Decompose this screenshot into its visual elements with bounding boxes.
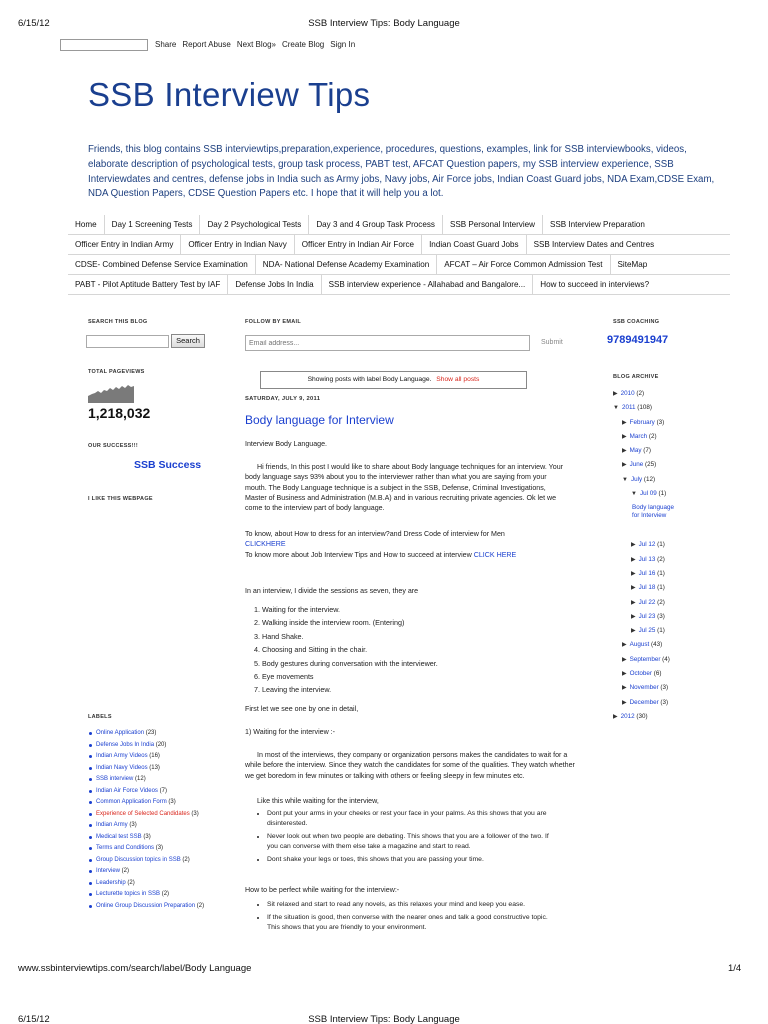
label-item	[88, 833, 218, 841]
next-page-title: SSB Interview Tips: Body Language	[308, 1014, 460, 1024]
collapsed-triangle-icon[interactable]: ▶	[631, 599, 636, 606]
navbar-link[interactable]: Share	[155, 40, 177, 49]
archive-link[interactable]: Jul 09	[639, 490, 657, 498]
label-count: (13)	[147, 764, 160, 771]
label-link[interactable]: Online Application	[96, 730, 145, 736]
label-link[interactable]: Indian Navy Videos	[96, 764, 148, 771]
search-button[interactable]: Search	[171, 334, 205, 348]
label-link[interactable]: Indian Air Force Videos	[96, 787, 158, 794]
nav-tab[interactable]: Day 2 Psychological Tests	[200, 215, 309, 235]
bullet-item: • Sit relaxed and start to read any novels, as this relaxes your mind and keep you ease.	[267, 900, 561, 910]
post-paragraph-1: Hi friends, In this post I would like to share about Body language techniques for an interview. Your body language says 93% about you to the interviewer rather than what you are saying from your mouth. The Body Language technique is a subject in the SSB, Defense, Criminal Investigations, Master of Business and Administration (M.B.A) and in various recruiting private agencies. Ok let we come to the interview part of body language.	[245, 463, 564, 513]
bullet-item: • Dont put your arms in your cheeks or rest your face in your palms. As this shows that you are disinterested.	[267, 809, 561, 829]
archive-link[interactable]: Jul 18	[638, 584, 656, 592]
archive-count: (108)	[635, 404, 652, 412]
blog-description: Friends, this blog contains SSB interviewtips,preparation,experience, procedures, questions, examples, link for SSB interviewbooks, videos, elaborate description of psychological tests, group task process, PABT test, AFCAT Question papers, my SSB interview experience, SSB Interviewdates and centres, defense jobs in India such as Army jobs, Navy jobs, Air Force jobs, Indian Coast Guard jobs, NDA Exam,CDSE Exam, NDA Question Papers, CDSE Question Papers etc. I hope that it will help you a lot.	[88, 144, 715, 200]
archive-link[interactable]: February	[629, 418, 655, 426]
label-count: (2)	[180, 856, 190, 863]
step-item: 2. Walking inside the interview room. (Entering)	[262, 616, 565, 629]
tabs-row-3	[68, 255, 730, 275]
nav-tab[interactable]: SSB Interview Dates and Centres	[533, 239, 655, 249]
label-item	[88, 867, 218, 875]
label-count: (3)	[141, 833, 151, 840]
nav-tab[interactable]: AFCAT – Air Force Common Admission Test	[437, 255, 610, 275]
archive-count: (3)	[658, 684, 669, 692]
archive-row	[613, 387, 733, 401]
print-footer-url: www.ssbinterviewtips.com/search/label/Body Language	[18, 963, 252, 974]
label-link[interactable]: Online Group Discussion Preparation	[96, 902, 196, 909]
archive-link[interactable]: Body language for Interview	[632, 504, 675, 520]
archive-link[interactable]: Jul 23	[638, 612, 656, 620]
collapsed-triangle-icon[interactable]: ▶	[631, 628, 636, 635]
post-paragraph-7: How to be perfect while waiting for the interview:-	[245, 886, 400, 894]
navbar-link[interactable]: Next Blog»	[236, 40, 276, 49]
archive-count: (43)	[649, 641, 663, 649]
interview-steps-list	[245, 603, 565, 697]
archive-count: (2)	[647, 432, 657, 440]
archive-row	[613, 504, 683, 520]
nav-tab[interactable]: SSB Interview Preparation	[549, 219, 645, 229]
label-count: (3)	[127, 822, 137, 828]
collapsed-triangle-icon[interactable]: ▶	[631, 613, 636, 620]
ssb-success-link[interactable]: SSB Success	[134, 459, 202, 471]
collapsed-triangle-icon[interactable]: ▶	[622, 448, 627, 455]
archive-row	[613, 653, 733, 667]
nav-tab[interactable]: Officer Entry in Indian Army	[68, 235, 181, 255]
archive-title: BLOG ARCHIVE	[613, 374, 659, 380]
step-item: 5. Body gestures during conversation with the interviewer.	[262, 657, 565, 670]
expanded-triangle-icon[interactable]: ▼	[622, 476, 628, 483]
archive-count: (7)	[641, 447, 651, 455]
archive-count: (3)	[654, 418, 665, 426]
expanded-triangle-icon[interactable]: ▼	[613, 405, 619, 412]
archive-count: (1)	[655, 541, 665, 549]
label-link[interactable]: Group Discussion topics in SSB	[96, 856, 181, 863]
navbar-links	[155, 40, 361, 49]
archive-count: (4)	[660, 655, 670, 663]
label-count: (16)	[147, 753, 160, 759]
blog-search-input[interactable]	[86, 335, 169, 348]
archive-count: (2)	[655, 555, 665, 563]
collapsed-triangle-icon[interactable]: ▶	[622, 419, 627, 426]
post-intro: Interview Body Language.	[245, 440, 328, 448]
archive-link[interactable]: 2012	[620, 712, 635, 720]
archive-row	[613, 710, 733, 724]
coaching-phone: 9789491947	[607, 334, 669, 346]
bullet-item: • Dont shake your legs or toes, this shows that you are passing your time.	[267, 855, 561, 865]
archive-link[interactable]: September	[629, 655, 661, 663]
blog-archive-tree	[613, 387, 733, 724]
archive-count: (1)	[655, 569, 665, 577]
archive-link[interactable]: October	[629, 670, 653, 678]
archive-link[interactable]: December	[629, 698, 659, 706]
label-item	[88, 764, 218, 772]
step-item: 6. Eye movements	[262, 670, 565, 683]
label-count: (23)	[144, 730, 157, 736]
label-link[interactable]: Terms and Conditions	[96, 845, 155, 851]
archive-link[interactable]: June	[629, 461, 644, 469]
label-count: (20)	[154, 741, 167, 748]
label-notice-text: Showing posts with label Body Language.	[307, 376, 432, 383]
archive-row	[613, 567, 733, 581]
label-item	[88, 787, 218, 795]
archive-row	[613, 638, 733, 652]
archive-row	[613, 681, 733, 695]
archive-count: (1)	[655, 584, 665, 592]
print-title: SSB Interview Tips: Body Language	[308, 18, 460, 29]
collapsed-triangle-icon[interactable]: ▶	[613, 713, 618, 720]
archive-count: (25)	[643, 461, 657, 469]
labels-list	[88, 729, 218, 913]
label-count: (3)	[166, 799, 176, 805]
like-title: I LIKE THIS WEBPAGE	[88, 496, 153, 502]
print-footer-page: 1/4	[728, 963, 742, 974]
label-count: (2)	[125, 879, 135, 886]
expanded-triangle-icon[interactable]: ▼	[631, 491, 637, 498]
nav-tab[interactable]: How to succeed in interviews?	[540, 279, 650, 289]
label-count: (2)	[160, 891, 170, 897]
dress-code-text: To know, about How to dress for an interview?and Dress Code of interview for Men	[245, 530, 505, 538]
bullet-item: • Never look out when two people are debating. This shows that you are a follower of the two. If you can converse with them else take a magazine and start to read.	[267, 832, 561, 852]
search-section-title: SEARCH THIS BLOG	[88, 319, 148, 325]
tabs-row-2	[68, 235, 730, 255]
label-link[interactable]: Interview	[96, 868, 121, 874]
nav-tab[interactable]: Day 3 and 4 Group Task Process	[309, 215, 443, 235]
label-link[interactable]: Medical test SSB	[96, 833, 142, 840]
collapsed-triangle-icon[interactable]: ▶	[622, 433, 627, 440]
archive-row	[613, 624, 733, 638]
label-count: (2)	[120, 868, 130, 874]
collapsed-triangle-icon[interactable]: ▶	[631, 570, 636, 577]
waiting-donts-list	[256, 809, 561, 868]
archive-row	[613, 416, 733, 430]
navbar-search-input[interactable]	[60, 39, 148, 51]
label-item	[88, 810, 218, 818]
navbar-link[interactable]: Create Blog	[281, 40, 325, 49]
job-tips-text: To know more about Job Interview Tips and How to succeed at interview	[245, 550, 472, 559]
archive-count: (2)	[634, 390, 645, 397]
nav-tab[interactable]: CDSE- Combined Defense Service Examination	[68, 255, 256, 275]
coaching-title: SSB COACHING	[613, 319, 660, 325]
pageviews-count: 1,218,032	[88, 405, 151, 421]
archive-count: (1)	[655, 627, 665, 635]
follow-title: FOLLOW BY EMAIL	[245, 319, 302, 325]
archive-row	[613, 696, 733, 710]
archive-count: (6)	[652, 670, 662, 678]
archive-row	[613, 538, 733, 552]
archive-link[interactable]: May	[629, 447, 642, 455]
collapsed-triangle-icon[interactable]: ▶	[631, 542, 636, 549]
label-link[interactable]: Defense Jobs In India	[96, 741, 155, 748]
archive-count: (12)	[642, 475, 656, 483]
archive-count: (2)	[655, 598, 665, 606]
post-paragraph-5: In most of the interviews, they company or organization persons makes the candidates to wait for a while before the interview. Since they watch the candidates for some of the qualities. They watch whether we get boredom in few minutes or talking with others or feeling sleepy in few minutes etc.	[245, 751, 575, 780]
next-page-date: 6/15/12	[18, 1014, 50, 1024]
archive-link[interactable]: Jul 22	[638, 598, 656, 606]
archive-row	[613, 610, 733, 624]
label-count: (2)	[195, 902, 205, 909]
archive-count: (30)	[634, 712, 648, 720]
archive-link[interactable]: Jul 13	[638, 555, 656, 563]
label-item	[88, 879, 218, 887]
label-count: (3)	[189, 810, 199, 817]
post-paragraph-2	[245, 529, 575, 560]
success-title: OUR SUCCESS!!!	[88, 443, 139, 449]
archive-link[interactable]: 2011	[621, 404, 636, 412]
collapsed-triangle-icon[interactable]: ▶	[622, 685, 627, 692]
label-item	[88, 741, 218, 749]
collapsed-triangle-icon[interactable]: ▶	[631, 585, 636, 592]
show-all-posts-link[interactable]: Show all posts	[436, 376, 480, 383]
archive-link[interactable]: March	[629, 432, 648, 440]
post-date: SATURDAY, JULY 9, 2011	[245, 396, 321, 402]
label-notice-box	[260, 371, 527, 389]
label-link[interactable]: Common Application Form	[96, 799, 167, 805]
archive-link[interactable]: 2010	[620, 390, 635, 397]
nav-tab[interactable]: NDA- National Defense Academy Examination	[256, 255, 437, 275]
nav-tab[interactable]: Officer Entry in Indian Air Force	[295, 235, 422, 255]
email-input[interactable]	[245, 335, 530, 351]
archive-count: (3)	[658, 698, 669, 706]
nav-tab[interactable]: Day 1 Screening Tests	[105, 215, 201, 235]
label-count: (7)	[157, 787, 167, 794]
bullet-item: • If the situation is good, then converse with the nearer ones and talk a good constructive topic. This shows that you are friendly to your environment.	[267, 913, 561, 933]
collapsed-triangle-icon[interactable]: ▶	[622, 699, 627, 706]
step-item: 3. Hand Shake.	[262, 630, 565, 643]
collapsed-triangle-icon[interactable]: ▶	[622, 462, 627, 469]
nav-tab[interactable]: Defense Jobs In India	[228, 275, 321, 295]
archive-row	[613, 444, 733, 458]
pageviews-title: TOTAL PAGEVIEWS	[88, 369, 145, 375]
pageviews-sparkline	[88, 381, 134, 405]
waiting-dos-list	[256, 900, 561, 936]
tabs-row-4	[68, 275, 730, 295]
archive-link[interactable]: Jul 25	[638, 627, 656, 635]
post-title[interactable]: Body language for Interview	[245, 413, 394, 427]
label-link[interactable]: Indian Army	[96, 822, 128, 828]
print-date: 6/15/12	[18, 18, 50, 29]
nav-tab[interactable]: SSB Personal Interview	[443, 215, 543, 235]
submit-button[interactable]: Submit	[541, 339, 563, 346]
archive-row	[613, 487, 733, 501]
collapsed-triangle-icon[interactable]: ▶	[622, 671, 627, 678]
label-item	[88, 775, 218, 783]
archive-link[interactable]: Jul 16	[638, 569, 656, 577]
nav-tab[interactable]: PABT - Pilot Aptitude Battery Test by IAF	[68, 275, 228, 295]
archive-row	[613, 667, 733, 681]
archive-count: (3)	[655, 612, 665, 620]
archive-row	[613, 581, 733, 595]
archive-row	[613, 553, 733, 567]
nav-tab[interactable]: Indian Coast Guard Jobs	[422, 235, 527, 255]
archive-row	[613, 458, 733, 472]
tabs-row-1	[68, 215, 730, 235]
labels-title: LABELS	[88, 714, 112, 720]
navbar-link[interactable]: Report Abuse	[182, 40, 231, 49]
label-item	[88, 890, 218, 898]
label-item	[88, 844, 218, 852]
label-count: (12)	[133, 776, 146, 782]
click-here-link-1[interactable]: CLICKHERE	[245, 540, 286, 549]
page-tabs	[68, 215, 730, 295]
step-item: 7. Leaving the interview.	[262, 683, 565, 696]
archive-count: (1)	[656, 490, 667, 498]
archive-link[interactable]: Jul 12	[638, 541, 656, 549]
label-item	[88, 752, 218, 760]
label-link[interactable]: Lecturette topics in SSB	[96, 891, 161, 897]
archive-row	[613, 430, 733, 444]
collapsed-triangle-icon[interactable]: ▶	[631, 556, 636, 563]
nav-tab[interactable]: Officer Entry in Indian Navy	[181, 235, 294, 255]
label-item	[88, 729, 218, 737]
collapsed-triangle-icon[interactable]: ▶	[622, 656, 627, 663]
archive-link[interactable]: August	[629, 641, 650, 649]
blog-title[interactable]: SSB Interview Tips	[88, 76, 371, 113]
label-item	[88, 902, 218, 910]
post-paragraph-6: Like this while waiting for the interview,	[257, 797, 379, 805]
nav-tab[interactable]: SiteMap	[617, 259, 648, 269]
click-here-link-2[interactable]: CLICK HERE	[473, 550, 517, 559]
label-link[interactable]: Experience of Selected Candidates	[96, 810, 190, 817]
label-link[interactable]: SSB interview	[96, 776, 134, 782]
step-item: 1. Waiting for the interview.	[262, 603, 565, 616]
archive-row	[613, 473, 733, 487]
archive-link[interactable]: July	[630, 475, 643, 483]
label-count: (3)	[154, 845, 164, 851]
post-subheading-1: 1) Waiting for the interview :-	[245, 728, 336, 736]
step-item: 4. Choosing and Sitting in the chair.	[262, 643, 565, 656]
label-link[interactable]: Leadership	[96, 879, 126, 886]
post-paragraph-4: First let we see one by one in detail,	[245, 705, 359, 713]
collapsed-triangle-icon[interactable]: ▶	[613, 391, 618, 397]
nav-tab[interactable]: SSB interview experience - Allahabad and Bangalore...	[322, 275, 534, 295]
navbar-link[interactable]: Sign In	[330, 40, 356, 49]
label-item	[88, 821, 218, 829]
archive-link[interactable]: November	[629, 684, 659, 692]
collapsed-triangle-icon[interactable]: ▶	[622, 642, 627, 649]
nav-tab[interactable]: Home	[68, 215, 105, 235]
post-paragraph-3: In an interview, I divide the sessions as seven, they are	[245, 587, 419, 595]
label-item	[88, 856, 218, 864]
archive-row	[613, 596, 733, 610]
blogger-navbar	[60, 37, 460, 55]
archive-row	[613, 401, 733, 415]
label-item	[88, 798, 218, 806]
label-link[interactable]: Indian Army Videos	[96, 753, 148, 759]
